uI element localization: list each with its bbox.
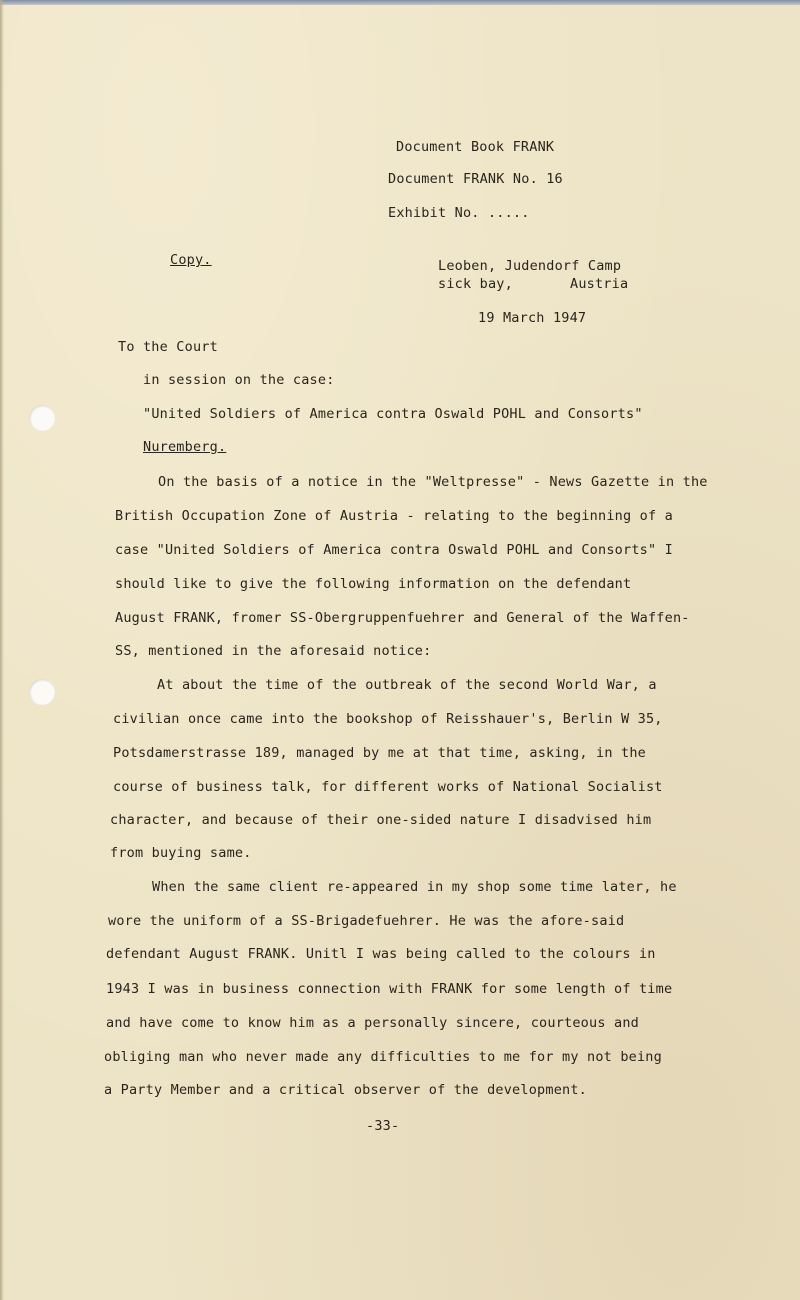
paragraph-2-line-2: civilian once came into the bookshop of Reisshauer's, Berlin W 35, (113, 711, 663, 727)
paragraph-3-line-5: and have come to know him as a personally sincere, courteous and (106, 1015, 639, 1031)
paragraph-1-line-5: August FRANK, fromer SS-Obergruppenfuehrer and General of the Waffen- (115, 610, 690, 626)
paragraph-1-line-4: should like to give the following information on the defendant (115, 576, 632, 592)
location-sick-bay: sick bay, (438, 276, 513, 292)
header-document-book: Document Book FRANK (396, 139, 555, 155)
paragraph-3-line-2: wore the uniform of a SS-Brigadefuehrer. He was the afore-said (108, 913, 625, 929)
header-document-number: Document FRANK No. 16 (388, 171, 563, 187)
page-number: -33- (366, 1118, 400, 1134)
header-exhibit-number: Exhibit No. ..... (388, 205, 530, 221)
paragraph-2-line-4: course of business talk, for different works of National Socialist (113, 779, 663, 795)
punch-hole-lower (29, 679, 55, 705)
paragraph-3-line-7: a Party Member and a critical observer of the development. (104, 1082, 588, 1098)
address-city: Nuremberg. (143, 439, 227, 455)
letter-date: 19 March 1947 (478, 310, 587, 326)
paragraph-3-line-3: defendant August FRANK. Unitl I was being called to the colours in (106, 946, 656, 962)
paragraph-3-line-6: obliging man who never made any difficulties to me for my not being (104, 1049, 662, 1065)
copy-label: Copy. (170, 252, 212, 268)
paragraph-1-line-2: British Occupation Zone of Austria - relating to the beginning of a (115, 508, 673, 524)
paragraph-2-line-1: At about the time of the outbreak of the second World War, a (157, 677, 657, 693)
punch-hole-upper (29, 405, 55, 431)
address-to-court: To the Court (118, 339, 218, 355)
address-session: in session on the case: (143, 372, 335, 388)
location-line-1: Leoben, Judendorf Camp (438, 258, 622, 274)
paragraph-1-line-1: On the basis of a notice in the "Weltpresse" - News Gazette in the (158, 474, 708, 490)
page-left-edge (0, 0, 4, 1300)
paragraph-1-line-6: SS, mentioned in the aforesaid notice: (115, 643, 432, 659)
page-top-edge (0, 0, 800, 5)
paragraph-2-line-5: character, and because of their one-sided nature I disadvised him (110, 812, 652, 828)
paragraph-3-line-1: When the same client re-appeared in my shop some time later, he (152, 879, 677, 895)
paragraph-3-line-4: 1943 I was in business connection with FRANK for some length of time (106, 981, 673, 997)
paragraph-2-line-6: from buying same. (110, 845, 252, 861)
paragraph-2-line-3: Potsdamerstrasse 189, managed by me at that time, asking, in the (113, 745, 646, 761)
location-country: Austria (570, 276, 629, 292)
paragraph-1-line-3: case "United Soldiers of America contra Oswald POHL and Consorts" I (115, 542, 673, 558)
address-case-title: "United Soldiers of America contra Oswald POHL and Consorts" (143, 406, 643, 422)
